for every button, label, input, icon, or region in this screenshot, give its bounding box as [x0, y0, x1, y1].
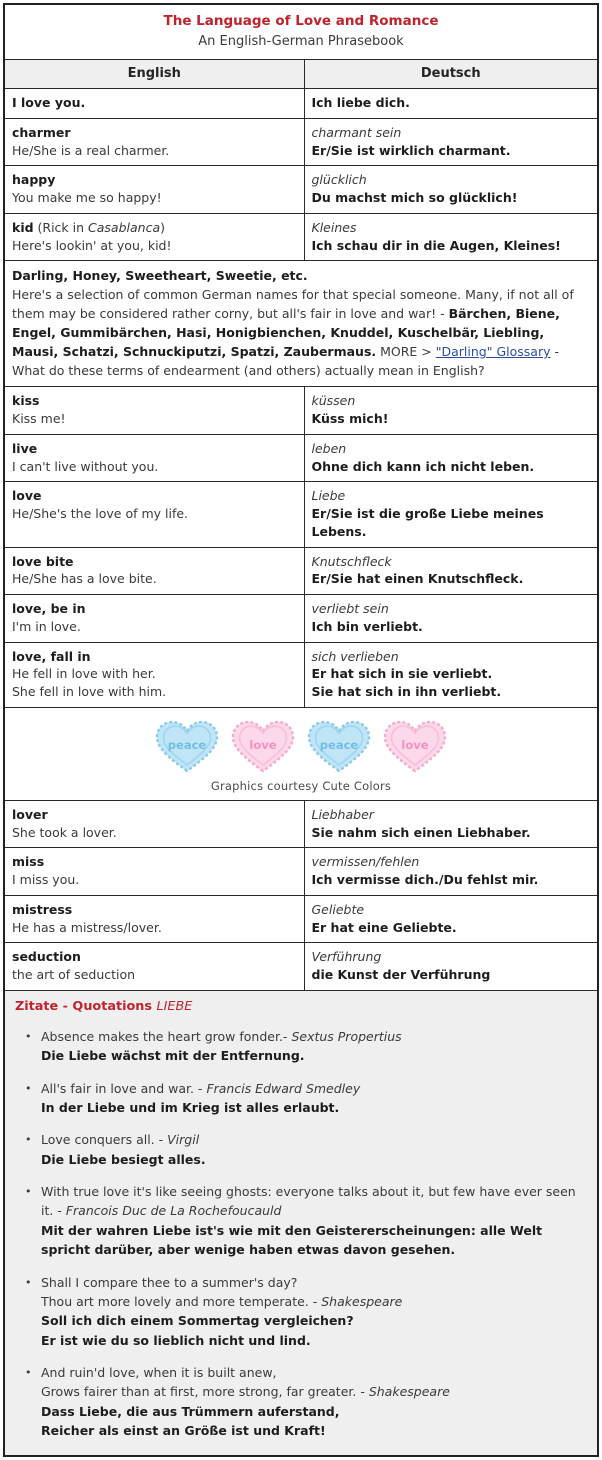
quote-english	[41, 1027, 587, 1046]
entry-example-en-2: She fell in love with him.	[12, 684, 167, 700]
entry-term-en: charmer	[12, 124, 71, 140]
entry-english	[4, 642, 304, 707]
entry-term-de: Verführung	[311, 949, 382, 965]
entry-german	[304, 943, 598, 991]
quote-german-line-1: Soll ich dich einem Sommertag vergleichen?	[41, 1313, 354, 1329]
entry-english	[4, 595, 304, 643]
quote-author: Virgil	[167, 1132, 200, 1148]
entry-english	[4, 943, 304, 991]
entry-german	[304, 800, 598, 848]
entry-example-de-2: Sie hat sich in ihn verliebt.	[311, 684, 502, 700]
entry-example-de: Ich vermisse dich./Du fehlst mir.	[311, 872, 539, 888]
entry-term-en: mistress	[12, 901, 73, 917]
quotations-heading-italic: LIEBE	[156, 998, 193, 1014]
darling-note-names: Bärchen, Biene, Engel, Gummibärchen, Hasi, Honigbienchen, Knuddel, Kuschelbär, Liebling, Mausi, Schatzi, Schnuckiputzi, Spatzi, Zaubermaus.	[12, 306, 560, 360]
graphics-row	[4, 707, 598, 800]
entry-example-en: She took a lover.	[12, 824, 117, 840]
entry-example-en: You make me so happy!	[12, 190, 162, 206]
darling-note-heading: Darling, Honey, Sweetheart, Sweetie, etc.	[12, 268, 308, 284]
entry-german	[304, 166, 598, 214]
entry-term-de: leben	[311, 440, 347, 456]
entry-english	[4, 895, 304, 943]
darling-note-intro: Here's a selection of common German names for that special someone. Many, if not all of them may be considered rather corny, but all's fair in love and war! -	[12, 287, 574, 322]
entry-term-note-title: Casablanca	[88, 219, 161, 235]
table-row	[4, 118, 598, 166]
entry-example-en: I miss you.	[12, 872, 80, 888]
list-item	[41, 1273, 587, 1351]
entry-english	[4, 387, 304, 435]
entry-term-en: happy	[12, 172, 56, 188]
graphics-cell	[4, 707, 598, 800]
entry-term-en: love, fall in	[12, 648, 91, 664]
quote-en-line: All's fair in love and war. -	[41, 1080, 203, 1096]
entry-example-de: die Kunst der Verführung	[311, 967, 491, 983]
entry-example-de: Sie nahm sich einen Liebhaber.	[311, 824, 531, 840]
entry-term-de: verliebt sein	[311, 601, 389, 617]
entry-example-de: Er hat sich in sie verliebt.	[311, 666, 493, 682]
entry-example-en: Kiss me!	[12, 411, 66, 427]
entry-term-de: sich verlieben	[311, 648, 399, 664]
table-row	[4, 943, 598, 991]
list-item	[41, 1130, 587, 1169]
heart-icon-love-1	[229, 718, 297, 774]
quote-english-line-2	[41, 1382, 587, 1401]
entry-german	[304, 89, 598, 119]
heart-icon-peace-2	[305, 718, 373, 774]
quote-english	[41, 1182, 587, 1221]
entry-term-de: Knutschfleck	[311, 553, 392, 569]
entry-term-en: I love you.	[12, 95, 86, 111]
heart-icon-peace-1	[153, 718, 221, 774]
heart-label: peace	[167, 737, 207, 752]
entry-english	[4, 434, 304, 482]
entry-german	[304, 595, 598, 643]
darling-note-row	[4, 261, 598, 387]
column-header-english: English	[4, 60, 304, 89]
quote-english	[41, 1130, 587, 1149]
darling-glossary-link[interactable]: "Darling" Glossary	[435, 344, 551, 360]
heart-label: love	[249, 737, 277, 752]
entry-term-de: Liebe	[311, 488, 346, 504]
table-row	[4, 595, 598, 643]
table-row	[4, 848, 598, 896]
quote-german-line-1: Dass Liebe, die aus Trümmern auferstand,	[41, 1403, 340, 1419]
entry-term-note-tail: )	[160, 219, 165, 235]
quote-en-line: Thou art more lovely and more temperate. -	[41, 1293, 318, 1309]
quote-german-line: Die Liebe wächst mit der Entfernung.	[41, 1048, 305, 1064]
quote-german-line: Mit der wahren Liebe ist's wie mit den Geistererscheinungen: alle Welt spricht darüber, aber wenige haben etwas davon gesehen.	[41, 1222, 543, 1258]
quote-en-line: With true love it's like seeing ghosts: everyone talks about it, but few have ever seen it. -	[41, 1184, 576, 1219]
darling-note-body	[12, 285, 590, 380]
entry-german	[304, 848, 598, 896]
quote-author: Sextus Propertius	[291, 1028, 402, 1044]
entry-example-en: I'm in love.	[12, 618, 81, 634]
entry-english	[4, 89, 304, 119]
entry-term-en: live	[12, 440, 38, 456]
entry-german	[304, 482, 598, 547]
entry-term-note-prefix: (Rick in	[33, 219, 89, 235]
quote-author: Francois Duc de La Rochefoucauld	[65, 1203, 282, 1219]
entry-english	[4, 547, 304, 595]
list-item	[41, 1182, 587, 1260]
quotations-heading-main: Zitate - Quotations	[15, 998, 157, 1014]
entry-term-en: love bite	[12, 553, 74, 569]
table-row	[4, 895, 598, 943]
quote-english-line-1: • Shall I compare thee to a summer's day?	[41, 1274, 298, 1290]
heart-icon-love-2	[381, 718, 449, 774]
entry-english	[4, 118, 304, 166]
entry-example-en: Here's lookin' at you, kid!	[12, 237, 172, 253]
phrasebook-table	[3, 3, 599, 1457]
entry-example-de: Ich liebe dich.	[311, 95, 410, 111]
darling-note-outro: - What do these terms of endearment (and others) actually mean in English?	[12, 344, 559, 379]
entry-example-de: Ich schau dir in die Augen, Kleines!	[311, 237, 561, 253]
quote-author: Francis Edward Smedley	[206, 1080, 361, 1096]
quotations-cell	[4, 990, 598, 1455]
entry-term-word: kid	[12, 219, 34, 235]
entry-term-en: love	[12, 488, 42, 504]
table-row	[4, 166, 598, 214]
entry-term-de: vermissen/fehlen	[311, 854, 420, 870]
entry-term-de: Liebhaber	[311, 806, 374, 822]
quote-german-line-2: Er ist wie du so lieblich nicht und lind.	[41, 1332, 311, 1348]
page-subtitle: An English-German Phrasebook	[198, 33, 404, 49]
entry-german	[304, 213, 598, 261]
entry-example-de: Er hat eine Geliebte.	[311, 919, 457, 935]
entry-german	[304, 642, 598, 707]
entry-example-en: He/She is a real charmer.	[12, 142, 170, 158]
table-row	[4, 89, 598, 119]
quote-english	[41, 1079, 587, 1098]
entry-term-en: kiss	[12, 393, 40, 409]
entry-term-de: Geliebte	[311, 901, 365, 917]
quote-author: Shakespeare	[368, 1384, 450, 1400]
entry-example-en: the art of seduction	[12, 967, 136, 983]
quote-en-line: Absence makes the heart grow fonder.-	[41, 1028, 288, 1044]
entry-example-en: He/She's the love of my life.	[12, 506, 189, 522]
entry-example-de: Ohne dich kann ich nicht leben.	[311, 458, 535, 474]
table-row	[4, 434, 598, 482]
table-row	[4, 547, 598, 595]
entry-term-en: seduction	[12, 949, 81, 965]
entry-english	[4, 213, 304, 261]
entry-example-de: Er/Sie ist die große Liebe meines Lebens.	[311, 506, 544, 539]
darling-note-more-prefix: MORE >	[376, 344, 436, 360]
entry-example-de: Du machst mich so glücklich!	[311, 190, 518, 206]
quote-german-line: In der Liebe und im Krieg ist alles erlaubt.	[41, 1099, 340, 1115]
graphics-caption: Graphics courtesy Cute Colors	[210, 778, 392, 793]
table-row	[4, 482, 598, 547]
entry-example-de: Ich bin verliebt.	[311, 618, 423, 634]
entry-term-de: glücklich	[311, 172, 367, 188]
list-item	[41, 1027, 587, 1066]
entry-german	[304, 118, 598, 166]
entry-term-en: lover	[12, 806, 48, 822]
entry-example-en: He/She has a love bite.	[12, 571, 157, 587]
entry-english	[4, 166, 304, 214]
entry-term-de: küssen	[311, 393, 356, 409]
entry-german	[304, 895, 598, 943]
entry-term-en	[12, 219, 297, 237]
quote-english-line-2	[41, 1292, 587, 1311]
quote-author: Shakespeare	[321, 1293, 403, 1309]
column-header-deutsch: Deutsch	[304, 60, 598, 89]
title-cell	[4, 4, 598, 60]
list-item	[41, 1079, 587, 1118]
quote-german-line-2: Reicher als einst an Größe ist und Kraft!	[41, 1423, 326, 1439]
phrasebook-body	[4, 4, 598, 1456]
entry-german	[304, 547, 598, 595]
heart-graphics-group	[11, 718, 591, 774]
table-row	[4, 800, 598, 848]
entry-example-de: Küss mich!	[311, 411, 389, 427]
entry-german	[304, 387, 598, 435]
darling-note-cell	[4, 261, 598, 387]
table-row	[4, 642, 598, 707]
entry-english	[4, 482, 304, 547]
quote-en-line: Grows fairer than at first, more strong, far greater. -	[41, 1384, 365, 1400]
quotations-list	[15, 1027, 587, 1441]
entry-german	[304, 434, 598, 482]
entry-term-de: Kleines	[311, 219, 357, 235]
quote-german-line: Die Liebe besiegt alles.	[41, 1151, 206, 1167]
entry-example-de: Er/Sie hat einen Knutschfleck.	[311, 571, 524, 587]
entry-term-en: love, be in	[12, 601, 86, 617]
quotations-heading	[15, 999, 587, 1014]
heart-label: love	[401, 737, 429, 752]
entry-example-en: He fell in love with her.	[12, 666, 156, 682]
entry-term-de: charmant sein	[311, 124, 402, 140]
list-item	[41, 1363, 587, 1441]
quote-english-line-1: • And ruin'd love, when it is built anew,	[41, 1365, 277, 1381]
entry-english	[4, 848, 304, 896]
quote-en-line: Love conquers all. -	[41, 1132, 164, 1148]
quotations-row	[4, 990, 598, 1455]
entry-example-de: Er/Sie ist wirklich charmant.	[311, 142, 511, 158]
title-row	[4, 4, 598, 60]
table-row	[4, 213, 598, 261]
page-title: The Language of Love and Romance	[163, 13, 439, 29]
entry-english	[4, 800, 304, 848]
heart-label: peace	[319, 737, 359, 752]
column-header-row	[4, 60, 598, 89]
entry-term-en: miss	[12, 854, 45, 870]
table-row	[4, 387, 598, 435]
entry-example-en: I can't live without you.	[12, 458, 159, 474]
entry-example-en: He has a mistress/lover.	[12, 919, 162, 935]
